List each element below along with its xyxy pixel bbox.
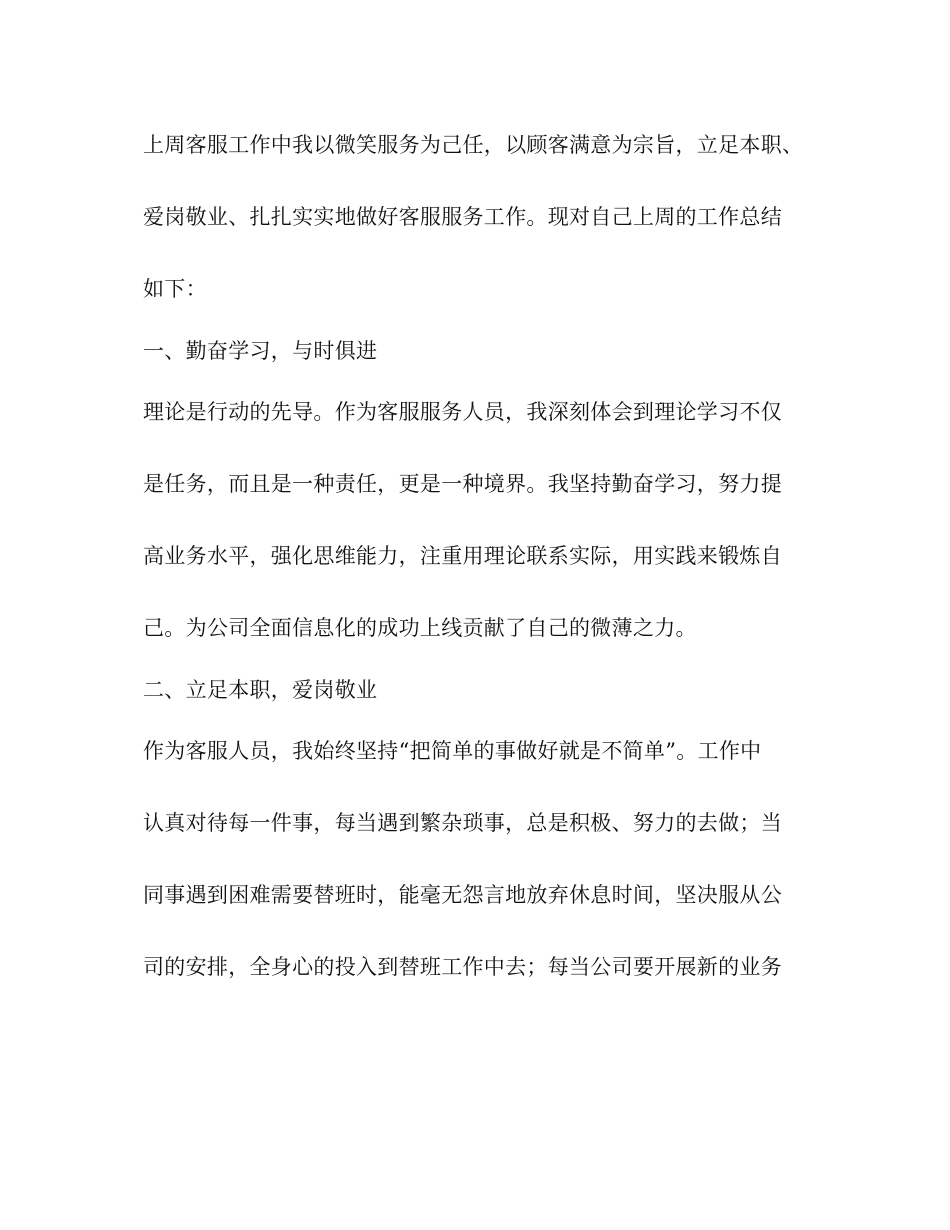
paragraph-line: 理论是行动的先导。作为客服服务人员，我深刻体会到理论学习不仅: [143, 400, 782, 424]
paragraph-line: 是任务，而且是一种责任，更是一种境界。我坚持勤奋学习，努力提: [143, 472, 782, 496]
paragraph-line: 爱岗敬业、扎扎实实地做好客服服务工作。现对自己上周的工作总结: [143, 205, 782, 229]
paragraph-line: 认真对待每一件事，每当遇到繁杂琐事，总是积极、努力的去做；当: [143, 811, 782, 835]
paragraph-line: 高业务水平，强化思维能力，注重用理论联系实际，用实践来锻炼自: [143, 544, 782, 568]
section-heading: 二、立足本职，爱岗敬业: [143, 678, 378, 702]
paragraph-line: 上周客服工作中我以微笑服务为己任，以顾客满意为宗旨，立足本职、: [143, 133, 804, 157]
paragraph-line: 如下：: [143, 277, 207, 301]
paragraph-line: 己。为公司全面信息化的成功上线贡献了自己的微薄之力。: [143, 616, 697, 640]
paragraph-line: 作为客服人员，我始终坚持“把简单的事做好就是不简单”。工作中: [143, 739, 762, 763]
section-heading: 一、勤奋学习，与时俱进: [143, 339, 378, 363]
paragraph-line: 同事遇到困难需要替班时，能毫无怨言地放弃休息时间，坚决服从公: [143, 883, 782, 907]
paragraph-line: 司的安排，全身心的投入到替班工作中去；每当公司要开展新的业务: [143, 955, 782, 979]
